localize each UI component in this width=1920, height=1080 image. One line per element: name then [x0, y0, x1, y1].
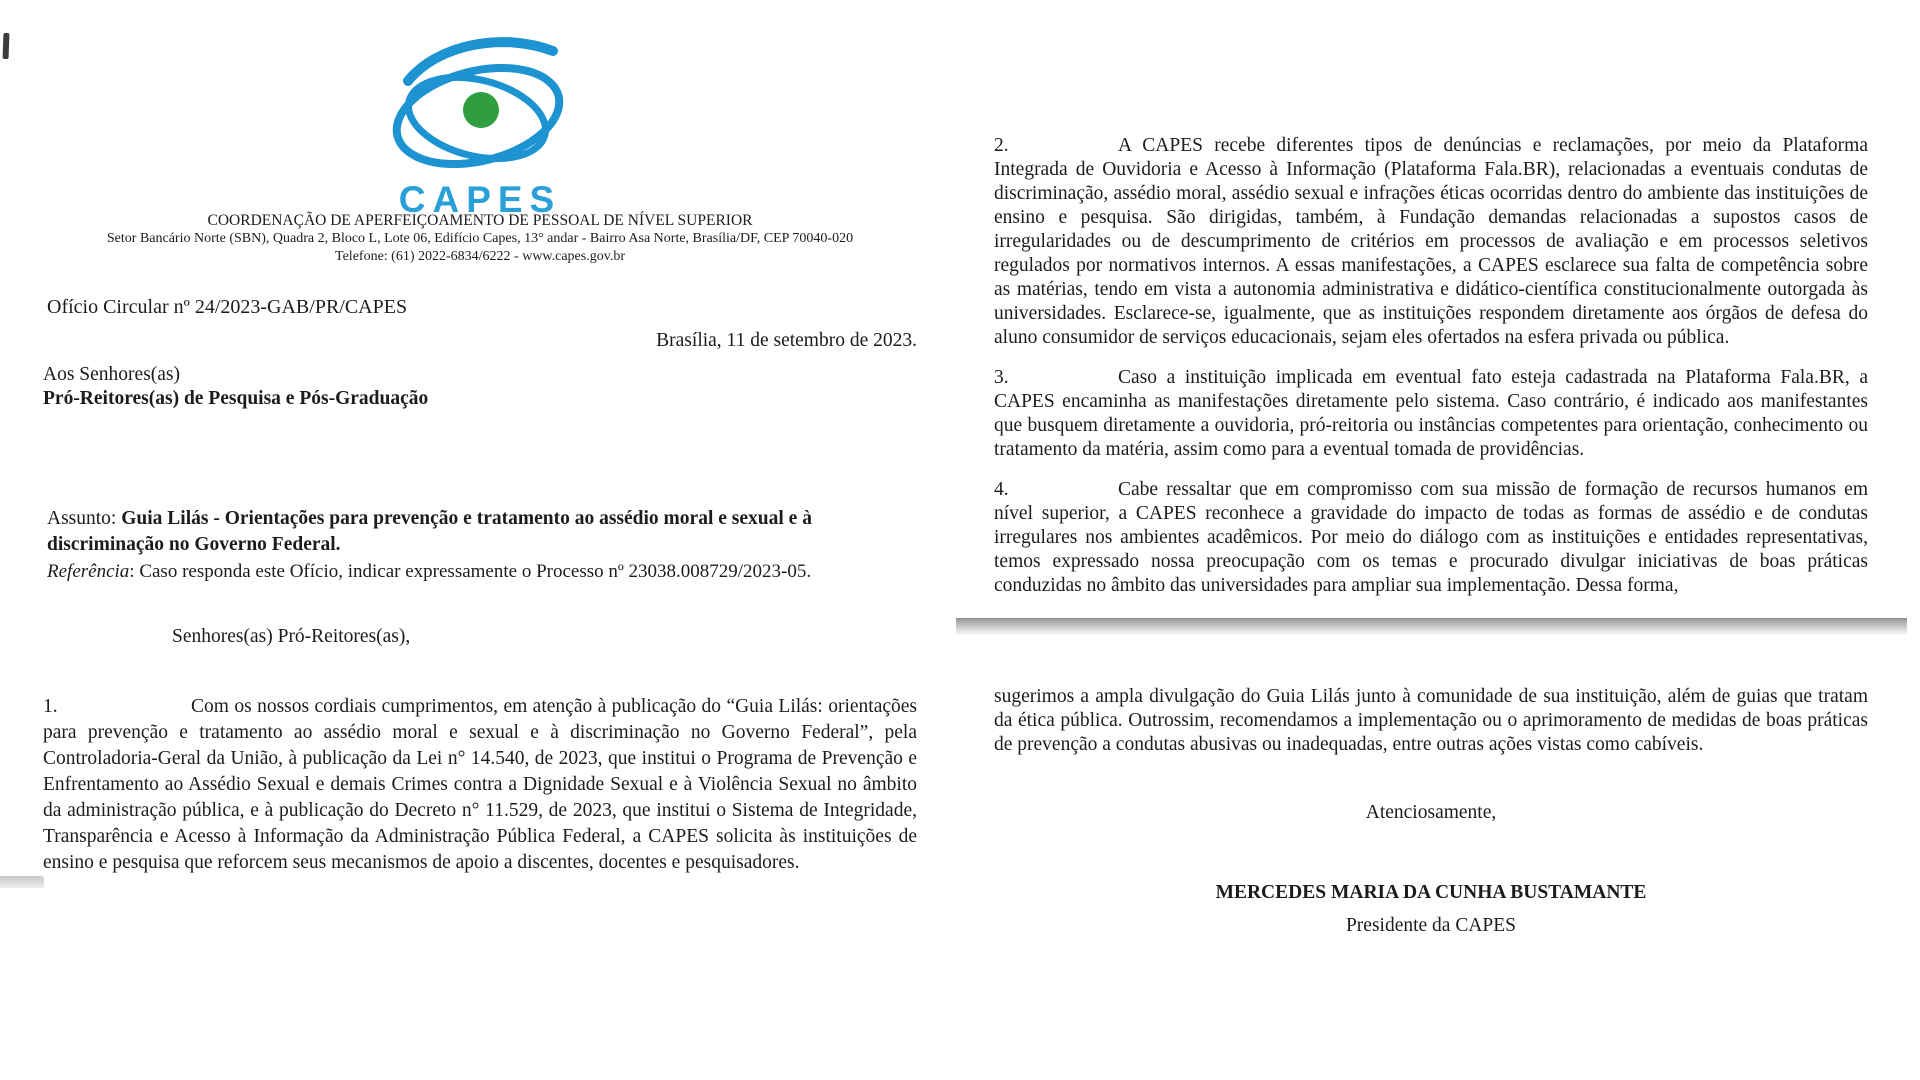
subject-label: Assunto:	[47, 508, 122, 529]
capes-wordmark: CAPES	[398, 179, 562, 220]
org-address: Setor Bancário Norte (SBN), Quadra 2, Bloco L, Lote 06, Edifício Capes, 13° andar - Bairro Asa Norte, Brasília/DF, CEP 70040-020	[106, 231, 854, 246]
addressee-line-1: Aos Senhores(as)	[43, 364, 181, 385]
paragraph-3-text: Caso a instituição implicada em eventual fato esteja cadastrada na Plataforma Fala.BR, a CAPES encaminha as manifestações diretamente pelo sistema. Caso contrário, é indicado aos manifestantes que busquem diretamente a ouvidoria, pró-reitoria ou instâncias competentes para orientação, conhecimento ou tratamento da matéria, assim como para a eventual tomada de providências.	[994, 367, 1868, 460]
paragraph-2-number: 2.	[994, 135, 1009, 156]
paragraph-3-number: 3.	[994, 367, 1009, 388]
letter-page-1	[43, 0, 917, 1080]
logo-nucleus	[463, 92, 499, 128]
paragraph-4-number: 4.	[994, 479, 1009, 500]
date-line: Brasília, 11 de setembro de 2023.	[656, 330, 917, 351]
subject-text: Guia Lilás - Orientações para prevenção e tratamento ao assédio moral e sexual e à discriminação no Governo Federal.	[47, 508, 812, 555]
subject-line	[47, 506, 913, 558]
paragraph-2	[994, 134, 1868, 350]
reference-text: : Caso responda este Ofício, indicar expressamente o Processo nº 23038.008729/2023-05.	[129, 561, 812, 582]
paragraph-2-text: A CAPES recebe diferentes tipos de denúncias e reclamações, por meio da Plataforma Integrada de Ouvidoria e Acesso à Informação (Plataforma Fala.BR), relacionadas a eventuais condutas de discriminação, assédio moral, assédio sexual e infrações éticas ocorridas dentro do ambiente das instituições de ensino e pesquisa. São dirigidas, também, à Fundação demandas relacionadas a supostos casos de irregularidades ou de descumprimento de critérios em processos de avaliação e em processos seletivos regulados por normativos internos. A essas manifestações, a CAPES esclarece sua falta de competência sobre as matérias, tendo em vista a autonomia administrativa e didático-científica constitucionalmente outorgada às universidades. Esclarece-se, igualmente, que as instituições respondem diretamente aos órgãos de defesa do aluno consumidor de serviços educacionais, sejam eles ofertados na esfera privada ou pública.	[994, 135, 1868, 348]
oficio-number: Ofício Circular nº 24/2023-GAB/PR/CAPES	[47, 296, 408, 318]
capes-logo-icon	[378, 26, 583, 176]
salutation: Senhores(as) Pró-Reitores(as),	[172, 626, 411, 647]
signature-name: MERCEDES MARIA DA CUNHA BUSTAMANTE	[1215, 882, 1647, 903]
addressee-line-2: Pró-Reitores(as) de Pesquisa e Pós-Graduação	[43, 388, 429, 409]
capes-logo	[350, 26, 610, 218]
paragraph-1-text: Com os nossos cordiais cumprimentos, em atenção à publicação do “Guia Lilás: orientações para prevenção e tratamento ao assédio moral e sexual e à discriminação no Governo Federal”, pela Controladoria-Geral da União, à publicação da Lei n° 14.540, de 2023, que institui o Programa de Prevenção e Enfrentamento ao Assédio Sexual e demais Crimes contra a Dignidade Sexual e à Violência Sexual no âmbito da administração pública, e à publicação do Decreto n° 11.529, de 2023, que institui o Sistema de Integridade, Transparência e Acesso à Informação da Administração Pública Federal, a CAPES solicita às instituições de ensino e pesquisa que reforcem seus mecanismos de apoio a discentes, docentes e pesquisadores.	[43, 696, 917, 873]
paragraph-4	[994, 478, 1868, 598]
page-2-text-column	[994, 134, 1868, 938]
page-break-divider	[956, 618, 1907, 635]
reference-label: Referência	[47, 561, 130, 582]
closing-line: Atenciosamente,	[1365, 802, 1497, 823]
paragraph-1	[43, 694, 917, 876]
reference-line	[47, 561, 811, 583]
org-name: COORDENAÇÃO DE APERFEIÇOAMENTO DE PESSOAL DE NÍVEL SUPERIOR	[207, 212, 753, 229]
page-break-fragment-left	[0, 876, 44, 888]
paragraph-continuation: sugerimos a ampla divulgação do Guia Lilás junto à comunidade de sua instituição, além de guias que tratam da ética pública. Outrossim, recomendamos a implementação ou o aprimoramento de medidas de boas práticas de prevenção a condutas abusivas ou inadequadas, entre outras ações vistas como cabíveis.	[994, 686, 1868, 755]
addressee-block	[43, 363, 428, 411]
paragraph-1-number: 1.	[43, 696, 58, 717]
letter-page-2	[956, 0, 1907, 1080]
paragraph-4-text: Cabe ressaltar que em compromisso com sua missão de formação de recursos humanos em nível superior, a CAPES reconhece a gravidade do impacto de todas as formas de assédio e de condutas irregulares nos ambientes acadêmicos. Por meio do diálogo com as instituições e entidades representativas, temos expressado nossa preocupação com os temas e procurado divulgar iniciativas de boas práticas conduzidas no âmbito das universidades para ampliar sua implementação. Dessa forma,	[994, 479, 1868, 596]
org-phone-site: Telefone: (61) 2022-6834/6222 - www.capes.gov.br	[335, 249, 625, 264]
scan-artifact-mark	[3, 33, 10, 59]
signature-role: Presidente da CAPES	[1345, 915, 1517, 936]
paragraph-3	[994, 366, 1868, 462]
